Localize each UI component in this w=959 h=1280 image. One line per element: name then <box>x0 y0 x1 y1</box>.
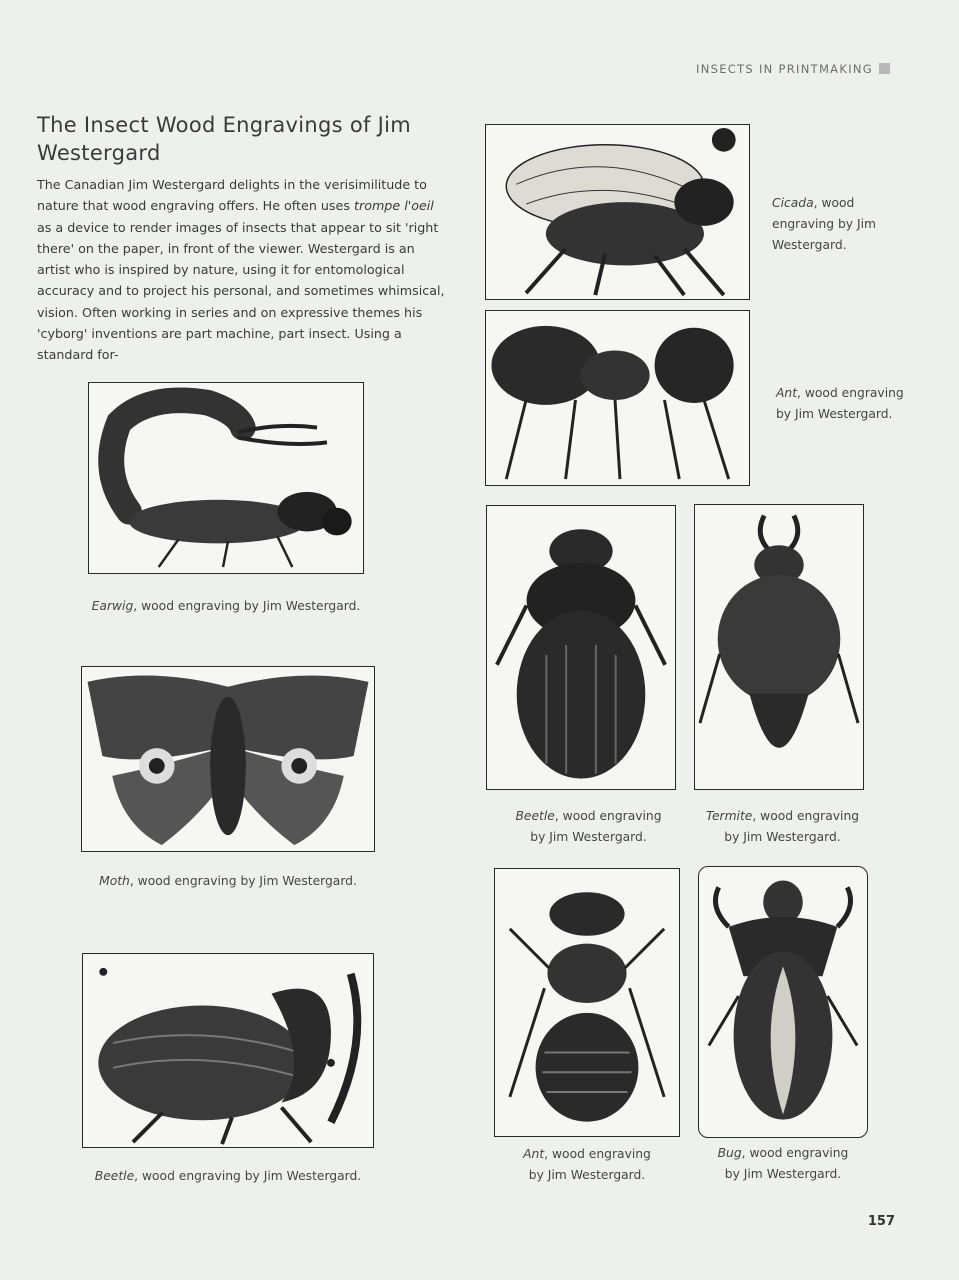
ant2-caption-desc: , wood engraving <box>544 1147 651 1161</box>
page-title: The Insect Wood Engravings of Jim Westergard <box>37 113 412 165</box>
moth-illustration <box>82 667 374 851</box>
termite-illustration <box>695 505 863 789</box>
beetle-illustration-2 <box>83 954 373 1147</box>
bug-caption-name: Bug <box>717 1146 742 1160</box>
ant-engraving-1 <box>485 310 750 486</box>
ant1-caption <box>776 383 916 425</box>
body-text-part1: The Canadian Jim Westergard delights in the verisimilitude to nature that wood engraving offers. He often uses <box>37 177 427 214</box>
termite-caption-desc2: by Jim Westergard. <box>724 830 841 844</box>
termite-caption <box>700 806 865 848</box>
beetle1-caption <box>486 806 691 848</box>
cicada-caption-name: Cicada <box>772 196 814 210</box>
termite-caption-desc: , wood engraving <box>752 809 860 823</box>
earwig-caption-desc: , wood engraving by Jim Westergard. <box>133 599 361 613</box>
ant2-caption <box>494 1144 680 1186</box>
beetle-engraving-2 <box>82 953 374 1148</box>
ant2-caption-desc2: by Jim Westergard. <box>528 1168 646 1182</box>
beetle2-caption-desc: , wood engraving by Jim Westergard. <box>134 1169 362 1183</box>
bug-caption-desc2: by Jim Westergard. <box>724 1167 842 1181</box>
bug-caption <box>698 1143 868 1185</box>
beetle1-caption-desc2: by Jim Westergard. <box>530 830 647 844</box>
beetle1-caption-name: Beetle <box>515 809 555 823</box>
moth-caption-desc: , wood engraving by Jim Westergard. <box>129 874 357 888</box>
bug-caption-desc: , wood engraving <box>741 1146 849 1160</box>
earwig-caption <box>88 596 364 617</box>
termite-caption-name: Termite <box>705 809 753 823</box>
ant-illustration-2 <box>495 869 679 1136</box>
page-number: 157 <box>867 1214 895 1229</box>
running-head-text: INSECTS IN PRINTMAKING <box>696 62 873 76</box>
cicada-caption-desc: , wood engraving by Jim Westergard. <box>772 196 876 252</box>
running-head <box>600 62 890 80</box>
beetle2-caption <box>82 1166 374 1187</box>
ant1-caption-desc: , wood engraving by Jim Westergard. <box>776 386 904 421</box>
beetle-illustration-1 <box>487 506 675 789</box>
body-text-part2: as a device to render images of insects that appear to sit 'right there' on the paper, in front of the viewer. Westergard is an artist who is inspired by nature, using it for entomological accuracy and to project his personal, and sometimes whimsical, vision. Often working in series and on expressive themes his 'cyborg' inventions are part machine, part insect. Using a standard for- <box>37 219 445 363</box>
moth-caption-name: Moth <box>99 874 130 888</box>
termite-engraving <box>694 504 864 790</box>
ant-illustration-1 <box>486 311 749 485</box>
earwig-engraving <box>88 382 364 574</box>
earwig-caption-name: Earwig <box>91 599 134 613</box>
beetle1-caption-desc: , wood engraving <box>554 809 662 823</box>
beetle2-caption-name: Beetle <box>94 1169 135 1183</box>
cicada-illustration <box>486 125 749 299</box>
body-text-italic: trompe l'oeil <box>354 198 434 214</box>
earwig-illustration <box>89 383 363 573</box>
moth-caption <box>81 871 375 892</box>
bug-engraving <box>698 866 868 1138</box>
ant1-caption-name: Ant <box>776 386 798 400</box>
cicada-engraving <box>485 124 750 300</box>
moth-engraving <box>81 666 375 852</box>
cicada-caption <box>772 193 912 256</box>
ant-engraving-2 <box>494 868 680 1137</box>
bug-illustration <box>699 867 867 1137</box>
body-paragraph <box>37 174 447 366</box>
running-head-square-icon <box>879 63 890 74</box>
beetle-engraving-1 <box>486 505 676 790</box>
ant2-caption-name: Ant <box>523 1147 545 1161</box>
